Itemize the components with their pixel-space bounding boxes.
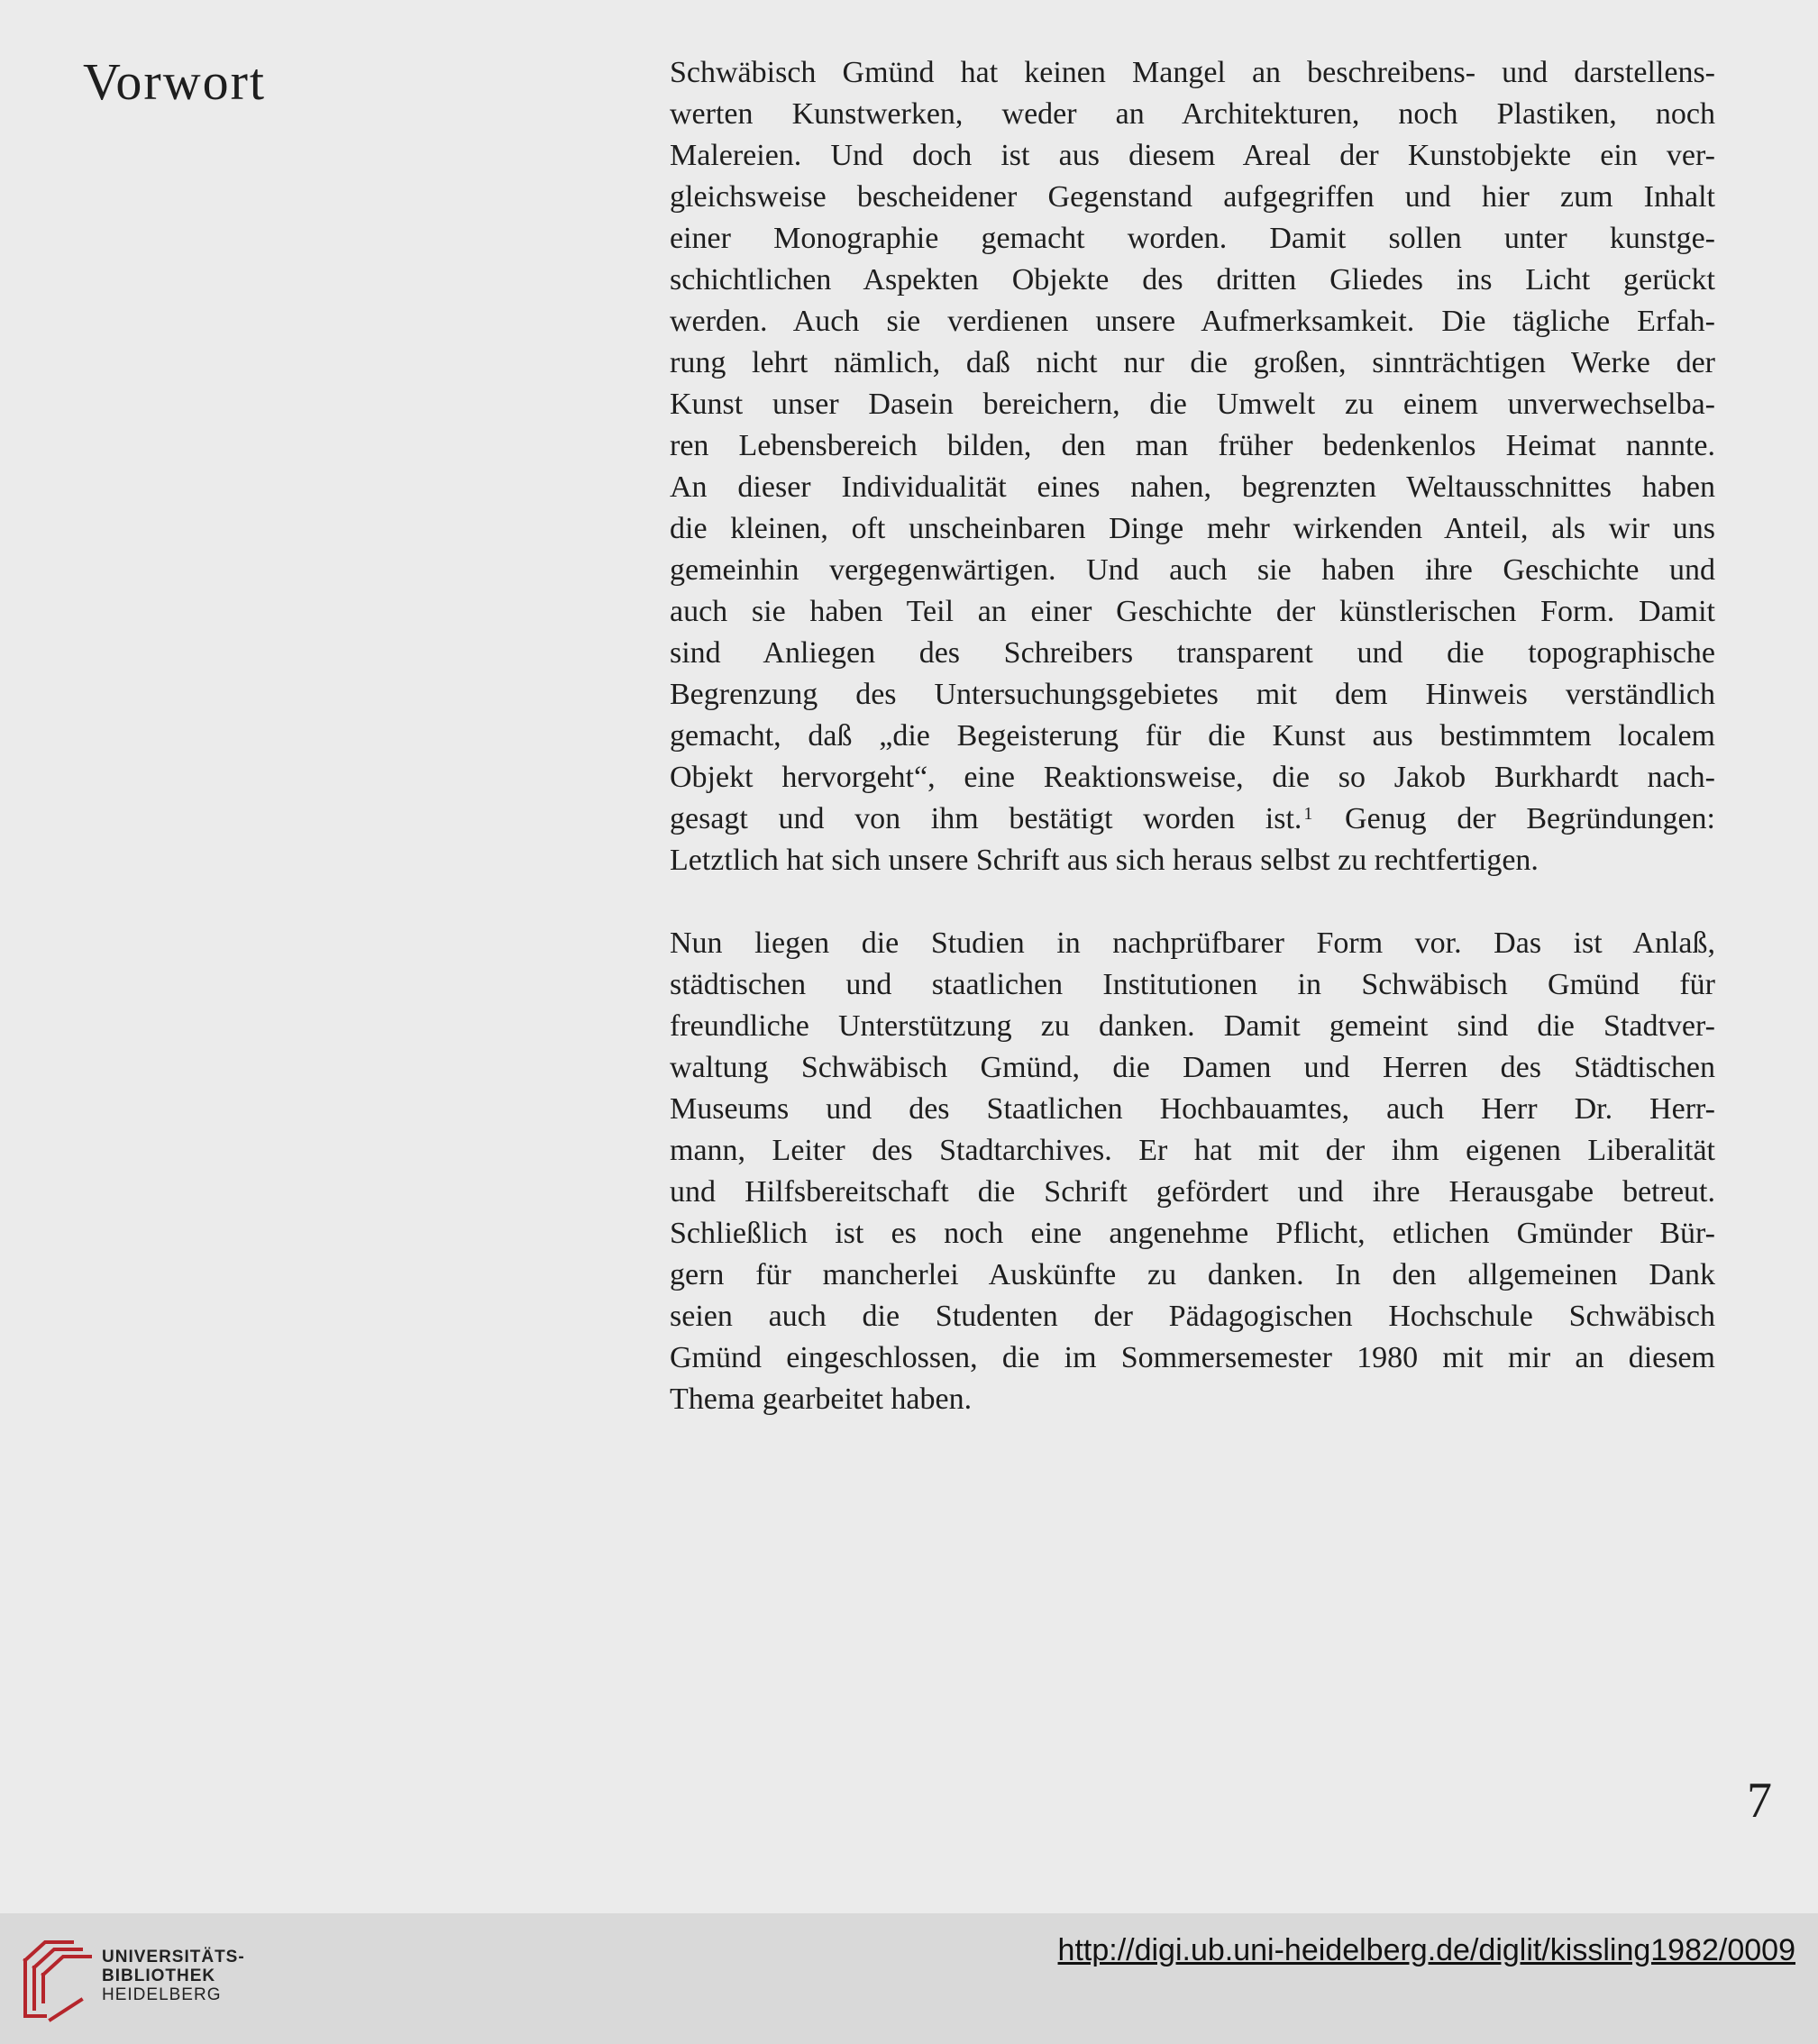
text-line: schichtlichen Aspekten Objekte des dritten Gliedes ins Licht gerückt (670, 263, 1715, 297)
text-line: ren Lebensbereich bilden, den man früher bedenkenlos Heimat nannte. (670, 429, 1715, 462)
permalink-url[interactable]: http://digi.ub.uni-heidelberg.de/diglit/kissling1982/0009 (1057, 1933, 1795, 1967)
paragraph-gap (670, 881, 1715, 923)
text-line: waltung Schwäbisch Gmünd, die Damen und Herren des Städtischen (670, 1051, 1715, 1084)
library-name-line: UNIVERSITÄTS- (102, 1948, 245, 1966)
library-footer (0, 1913, 1818, 2044)
text-line: Begrenzung des Untersuchungsgebietes mit dem Hinweis verständlich (670, 678, 1715, 711)
paragraph-intro (670, 52, 1715, 881)
text-line: gemeinhin vergegenwärtigen. Und auch sie haben ihre Geschichte und (670, 553, 1715, 587)
library-name-line: BIBLIOTHEK (102, 1966, 216, 1985)
text-line: Objekt hervorgeht“, eine Reaktionsweise, die so Jakob Burkhardt nach- (670, 761, 1715, 794)
body-text (670, 52, 1715, 1420)
text-line: Letztlich hat sich unsere Schrift aus sich heraus selbst zu rechtfertigen. (670, 844, 1539, 877)
text-line: seien auch die Studenten der Pädagogischen Hochschule Schwäbisch (670, 1300, 1715, 1333)
text-segment: gesagt und von ihm bestätigt worden ist. (670, 802, 1302, 835)
text-segment: Genug der Begründungen: (1314, 802, 1715, 835)
text-line: Gmünd eingeschlossen, die im Sommersemester 1980 mit mir an diesem (670, 1341, 1715, 1374)
text-line: Malereien. Und doch ist aus diesem Areal der Kunstobjekte ein ver- (670, 139, 1715, 172)
paragraph-acknowledgements (670, 923, 1715, 1420)
text-line: Schließlich ist es noch eine angenehme Pflicht, etlichen Gmünder Bür- (670, 1217, 1715, 1250)
logo-stroke (50, 2000, 81, 2020)
text-line: gleichsweise bescheidener Gegenstand aufgegriffen und hier zum Inhalt (670, 180, 1715, 214)
text-line: Kunst unser Dasein bereichern, die Umwelt zu einem unverwechselba- (670, 388, 1715, 421)
text-line: die kleinen, oft unscheinbaren Dinge mehr wirkenden Anteil, als wir uns (670, 512, 1715, 545)
library-logo-icon (18, 1937, 92, 2023)
library-name-line: HEIDELBERG (102, 1985, 222, 2004)
text-line: gern für mancherlei Auskünfte zu danken. In den allgemeinen Dank (670, 1258, 1715, 1291)
text-line: freundliche Unterstützung zu danken. Damit gemeint sind die Stadtver- (670, 1009, 1715, 1043)
library-name (102, 1948, 245, 2004)
footnote-mark: 1 (1303, 804, 1313, 824)
logo-strokes (25, 1942, 90, 2020)
text-line: auch sie haben Teil an einer Geschichte der künstlerischen Form. Damit (670, 595, 1715, 628)
text-line: städtischen und staatlichen Institutionen in Schwäbisch Gmünd für (670, 968, 1715, 1001)
text-line: sind Anliegen des Schreibers transparent und die topographische (670, 636, 1715, 670)
text-line: Museums und des Staatlichen Hochbauamtes, auch Herr Dr. Herr- (670, 1092, 1715, 1126)
page-number: 7 (1747, 1773, 1772, 1829)
text-line: Nun liegen die Studien in nachprüfbarer Form vor. Das ist Anlaß, (670, 926, 1715, 960)
text-line: gemacht, daß „die Begeisterung für die Kunst aus bestimmtem localem (670, 719, 1715, 753)
text-line: und Hilfsbereitschaft die Schrift gefördert und ihre Herausgabe betreut. (670, 1175, 1715, 1209)
text-line: werden. Auch sie verdienen unsere Aufmerksamkeit. Die tägliche Erfah- (670, 305, 1715, 338)
page-heading: Vorwort (83, 52, 267, 111)
logo-stroke (43, 1957, 90, 1975)
text-line: mann, Leiter des Stadtarchives. Er hat mit der ihm eigenen Liberalität (670, 1134, 1715, 1167)
text-line: Schwäbisch Gmünd hat keinen Mangel an beschreibens- und darstellens- (670, 56, 1715, 89)
text-line: werten Kunstwerken, weder an Architekturen, noch Plastiken, noch (670, 97, 1715, 131)
text-line: An dieser Individualität eines nahen, begrenzten Weltausschnittes haben (670, 470, 1715, 504)
text-line: rung lehrt nämlich, daß nicht nur die großen, sinnträchtigen Werke der (670, 346, 1715, 379)
text-line-with-footnote (670, 798, 1715, 840)
text-line: einer Monographie gemacht worden. Damit sollen unter kunstge- (670, 222, 1715, 255)
text-line: Thema gearbeitet haben. (670, 1382, 973, 1416)
